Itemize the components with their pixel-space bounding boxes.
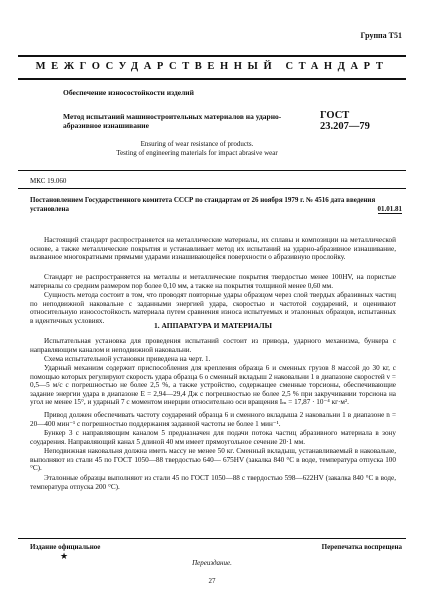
paragraph-reference-samples: Эталонные образцы выполняют из стали 45 по ГОСТ 1050—88 с твердостью 598—622HV (закалка 840 °С в воде, температура отпуска 200 °С). <box>30 474 396 491</box>
header-rule <box>18 78 406 80</box>
official-edition: Издание официальное <box>30 543 101 551</box>
mks-code: МКС 19.060 <box>30 177 67 185</box>
footer-rule <box>18 538 406 539</box>
standard-type: МЕЖГОСУДАРСТВЕННЫЙ СТАНДАРТ <box>35 61 389 72</box>
paragraph-scope: Настоящий стандарт распространяется на металлические материалы, их сплавы и композиции на металлической основе, а также металлические покрытия и устанавливает метод их испытаний на ударно-абразивное изнашивание, вызванное многократными прямыми ударами изнашивающейся поверхности о абразивную прослойку. <box>30 236 396 262</box>
gost-number: 23.207—79 <box>320 121 370 132</box>
paragraph-hopper: Бункер 3 с направляющим каналом 5 предназначен для подачи потока частиц абразивного материала в зону соударения. Направляющий канал 5 длиной 40 мм имеет прямоугольное сечение 20·1 мм. <box>30 429 396 446</box>
star-icon: ★ <box>60 551 69 561</box>
paragraph-scheme: Схема испытательной установки приведена на черт. 1. <box>44 355 211 363</box>
decree-text: Постановлением Государственного комитета СССР по стандартам от 26 ноября 1979 г. № 4516 дата введения установлена <box>30 196 376 213</box>
paragraph-method-essence: Сущность метода состоит в том, что проводят повторные удары образцом через слой твердых абразивных частиц по неподвижной наковальне с заданными энергией удара, скоростью и частотой соударений, и оценивают относительную износостойкость материала путем сравнения износа испытуемых и эталонных образцов, испытанных в идентичных условиях. <box>30 291 396 325</box>
paragraph-exclusions: Стандарт не распространяется на металлы и металлические покрытия твердостью менее 100HV, на пористые материалы со средним размером пор более 0,10 мм, а также на покрытия толщиной менее 0,60 мм. <box>30 273 396 290</box>
paragraph-anvil: Неподвижная наковальня должна иметь массу не менее 50 кг. Сменный вкладыш, устанавливаемый в наковальне, выполняют из стали 45 по ГОСТ 1050—88 твердостью 640— 675HV (закалка 840 °С в воде, температура отпуска 100 °С). <box>30 447 396 473</box>
mks-rule <box>18 188 406 189</box>
introduction-date: 01.01.81 <box>377 205 402 213</box>
english-title-line-2: Testing of engineering materials for impact abrasive wear <box>116 149 278 157</box>
paragraph-drive: Привод должен обеспечивать частоту соударений образца 6 и сменного вкладыша 2 наковальни 1 в диапазоне n = 20—400 мин⁻¹ с погрешностью поддержания заданной частоты не более 1 мин⁻¹. <box>30 411 396 428</box>
title-block-rule <box>18 170 406 171</box>
english-title <box>62 140 332 158</box>
gost-designation <box>320 110 370 132</box>
gost-label: ГОСТ <box>320 110 350 121</box>
page-number: 27 <box>208 577 216 585</box>
section-heading: 1. АППАРАТУРА И МАТЕРИАЛЫ <box>154 321 272 330</box>
english-title-line-1: Ensuring of wear resistance of products. <box>140 140 254 148</box>
reprint-prohibited: Перепечатка воспрещена <box>321 543 402 551</box>
paragraph-installation: Испытательная установка для проведения испытаний состоит из привода, ударного механизма, бункера с направляющим каналом и неподвижной наковальни. <box>30 337 396 354</box>
paragraph-impact-mechanism: Ударный механизм содержит приспособления для крепления образца 6 и сменных грузов 8 массой до 30 кг, с помощью которых регулируют скорость удара образца 6 о сменный вкладыш 2 наковальни 1 в диапазоне скоростей v = 0,5—5 м/с с погрешностью не более 2,5 %, а также устройство, содержащее сменные торсионы, обеспечивающие задание энергии удара в диапазоне E = 2,94—29,4 Дж с погрешностью не более 2,5 % при закручивании торсиона на угол не менее 15°, и ударный 7 с моментом инерции относительно оси вращения Iₘ = 17,87 · 10⁻⁴ кг·м². <box>30 364 396 407</box>
series-title: Обеспечение износостойкости изделий <box>63 88 194 97</box>
top-rule <box>18 55 406 57</box>
document-title: Метод испытаний машиностроительных материалов на ударно-абразивное изнашивание <box>63 112 282 130</box>
group-code: Группа Т51 <box>360 31 402 40</box>
reissue-note: Переиздание. <box>192 559 232 567</box>
